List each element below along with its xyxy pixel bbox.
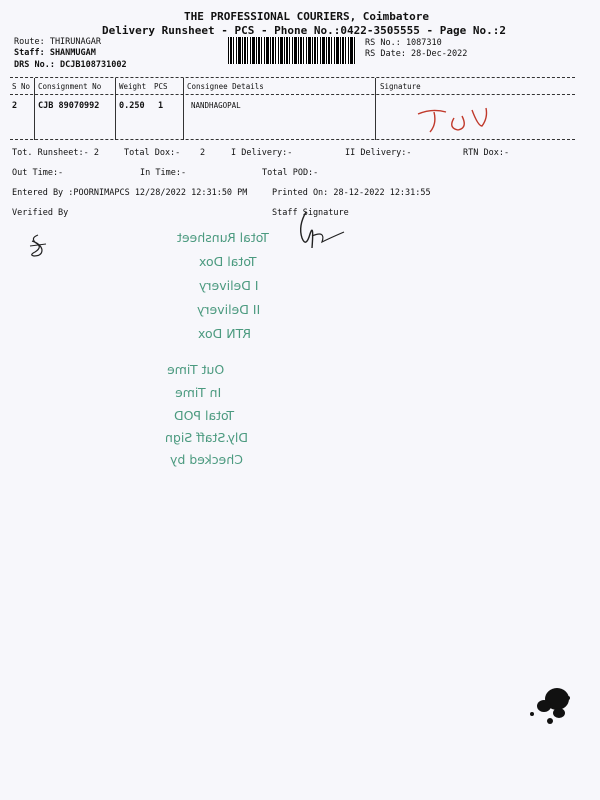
rtn-dox: RTN Dox:- <box>463 148 510 158</box>
route-label: Route: THIRUNAGAR <box>14 37 101 47</box>
entered-by: Entered By :POORNIMAPCS 12/28/2022 12:31:50 PM <box>12 188 248 198</box>
in-time: In Time:- <box>140 168 187 178</box>
total-pod: Total POD:- <box>262 168 319 178</box>
table-header-rule <box>10 94 575 95</box>
drs-number: DRS No.: DCJB108731002 <box>14 60 127 70</box>
company-name: THE PROFESSIONAL COURIERS, Coimbatore <box>184 10 430 23</box>
stamp-line: In Time <box>175 385 222 400</box>
stamp-line: Total Dox <box>199 254 257 269</box>
row-consignee: NANDHAGOPAL <box>191 101 241 110</box>
stamp-line: Out Time <box>167 362 225 377</box>
col-divider <box>183 78 184 140</box>
column-header-pcs: PCS <box>154 82 168 91</box>
column-header-signature: Signature <box>380 82 421 91</box>
row-pcs: 1 <box>158 101 164 111</box>
col-divider <box>115 78 116 140</box>
delivery-stamp <box>165 230 285 470</box>
staff-signature-label: Staff Signature <box>272 208 349 218</box>
total-dox-value: 2 <box>200 148 206 158</box>
total-dox-label: Total Dox:- <box>124 148 181 158</box>
stamp-line: II Delivery <box>197 302 261 317</box>
staff-signature-scribble <box>292 208 350 256</box>
tot-runsheet: Tot. Runsheet:- 2 <box>12 148 99 158</box>
i-delivery: I Delivery:- <box>231 148 293 158</box>
stamp-line: Total POD <box>174 408 235 423</box>
row-weight: 0.250 <box>119 101 145 111</box>
handwritten-signature <box>410 100 500 140</box>
stamp-line: I Delivery <box>199 278 259 293</box>
out-time: Out Time:- <box>12 168 64 178</box>
ii-delivery: II Delivery:- <box>345 148 412 158</box>
table-top-rule <box>10 77 575 78</box>
table-bottom-rule <box>10 139 575 140</box>
verifier-initial <box>26 232 50 258</box>
printed-on: Printed On: 28-12-2022 12:31:55 <box>272 188 431 198</box>
stamp-line: Dly.Staff Sign <box>165 430 249 445</box>
barcode <box>228 37 356 64</box>
column-header-weight: Weight <box>119 82 147 91</box>
column-header-sno: S No <box>12 82 31 91</box>
rs-date: RS Date: 28-Dec-2022 <box>365 49 468 59</box>
col-divider <box>34 78 35 140</box>
stamp-line: Checked by <box>170 452 243 467</box>
runsheet-title: Delivery Runsheet - PCS - Phone No.:0422-3505555 - Page No.:2 <box>102 24 506 37</box>
column-header-consignment: Consignment No <box>38 82 102 91</box>
col-divider <box>375 78 376 140</box>
row-consignment-no: CJB 89070992 <box>38 101 100 111</box>
stamp-line: RTN Dox <box>198 326 252 341</box>
column-header-consignee: Consignee Details <box>187 82 264 91</box>
staff-label: Staff: SHANMUGAM <box>14 48 96 58</box>
rs-number: RS No.: 1087310 <box>365 38 442 48</box>
row-sno: 2 <box>12 101 18 111</box>
stamp-line: Total Runsheet <box>177 230 269 245</box>
verified-by-label: Verified By <box>12 208 69 218</box>
